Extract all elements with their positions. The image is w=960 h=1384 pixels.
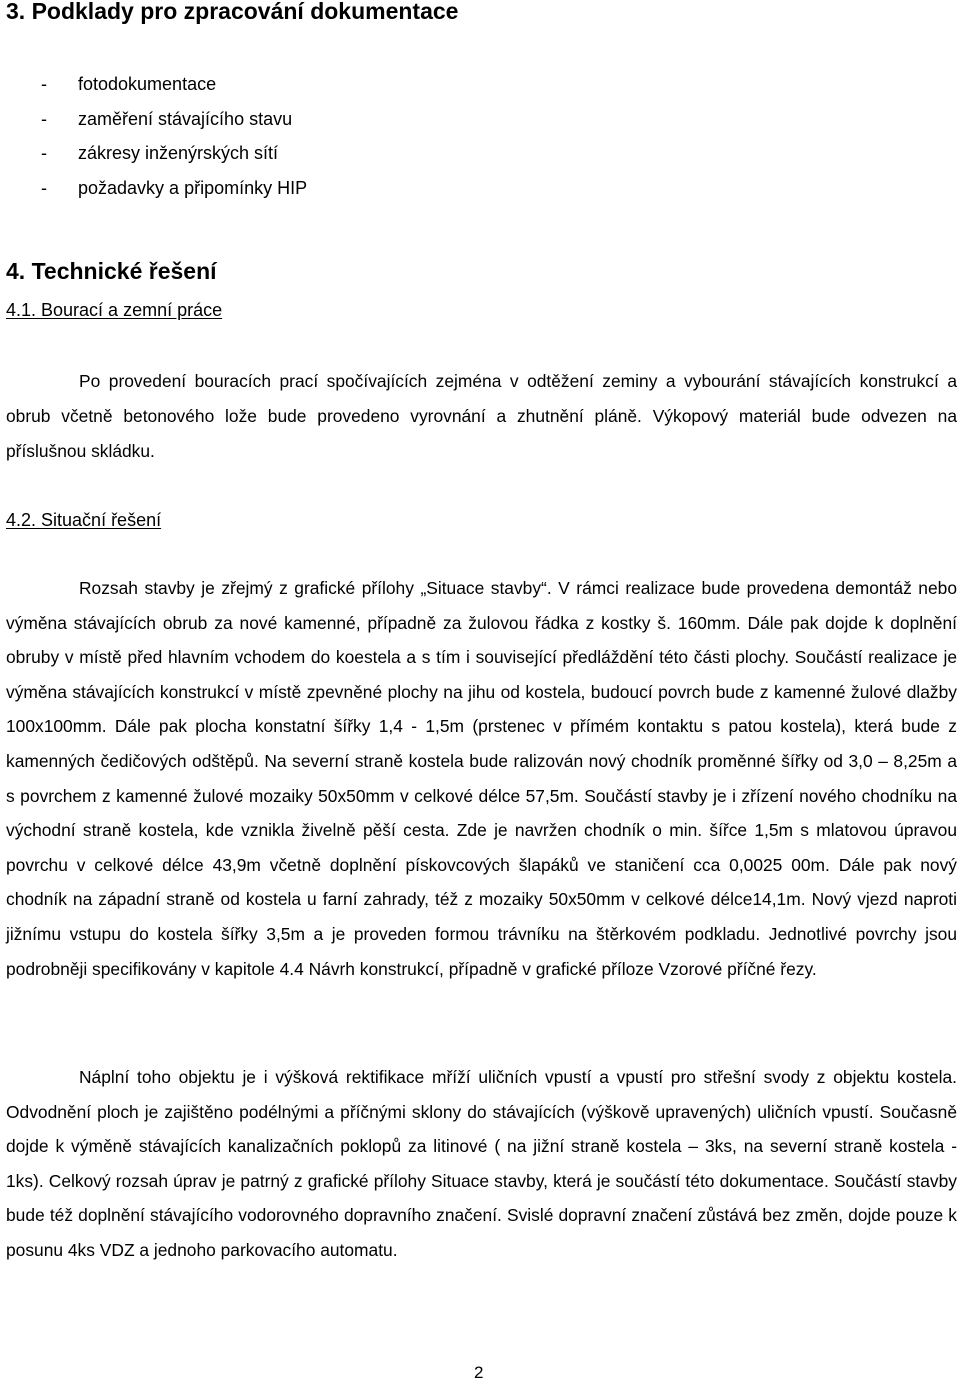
dash-bullet: - [41,143,47,163]
page-number: 2 [474,1363,484,1382]
demolition-paragraph: Po provedení bouracích prací spočívajících zejména v odtěžení zeminy a vybourání stávajících konstrukcí a obrub včetně betonového lože bude provedeno vyrovnání a zhutnění pláně. Výkopový materiál bude odvezen na příslušnou skládku. [6,371,957,461]
subsection-4-2-heading: 4.2. Situační řešení [6,510,162,530]
list-item-text: fotodokumentace [78,74,217,94]
section-4-heading: 4. Technické řešení [6,258,217,284]
dash-bullet: - [41,74,47,94]
list-item-text: zaměření stávajícího stavu [78,108,293,129]
list-item-text: požadavky a připomínky HIP [78,177,308,198]
site-plan-paragraph: Rozsah stavby je zřejmý z grafické přílohy „Situace stavby“. V rámci realizace bude provedena demontáž nebo výměna stávajících obrub za nové kamenné, případně za žulovou řádka z kostky š. 160mm. Dále pak dojde k doplnění obruby v místě před hlavním vchodem do koestela a s tím i související předláždění této části plochy. Součástí realizace je výměna stávajících konstrukcí v místě zpevněné plochy na jihu od kostela, budoucí povrch bude z kamenné žulové dlažby 100x100mm. Dále pak plocha konstatní šířky 1,4 - 1,5m (prstenec v přímém kontaktu s patou kostela), která bude z kamenných čedičových odštěpů. Na severní straně kostela bude ralizován nový chodník proměnné šířky od 3,0 – 8,25m a s povrchem z kamenné žulové mozaiky 50x50mm v celkové délce 57,5m. Součástí stavby je i zřízení nového chodníku na východní straně kostela, kde vznikla živelně pěší cesta. Zde je navržen chodník o min. šířce 1,5m s mlatovou úpravou povrchu v celkové délce 43,9m včetně doplnění pískovcových šlapáků ve staničení cca 0,0025 00m. Dále pak nový chodník na západní straně od kostela u farní zahrady, též z mozaiky 50x50mm v celkové délce14,1m. Nový vjezd naproti jižnímu vstupu do kostela šířky 3,5m a je proveden formou trávníku na štěrkovém podkladu. Jednotlivé povrchy jsou podrobněji specifikovány v kapitole 4.4 Návrh konstrukcí, případně v grafické příloze Vzorové příčné řezy. [6,578,957,979]
subsection-4-1-heading: 4.1. Bourací a zemní práce [6,300,223,320]
dash-bullet: - [41,108,47,129]
drainage-paragraph: Náplní toho objektu je i výšková rektifikace mříží uličních vpustí a vpustí pro střešní svody z objektu kostela. Odvodnění ploch je zajištěno podélnými a příčnými sklony do stávajících (výškově upravených) uličních vpustí. Současně dojde k výměně stávajících kanalizačních poklopů za litinové ( na jižní straně kostela – 3ks, na severní straně kostela - 1ks). Celkový rozsah úprav je patrný z grafické přílohy Situace stavby, která je součástí této dokumentace. Součástí stavby bude též doplnění stávajícího vodorovného dopravního značení. Svislé dopravní značení zůstává bez změn, dojde pouze k posunu 4ks VDZ a jednoho parkovacího automatu. [6,1067,957,1260]
section-3-heading: 3. Podklady pro zpracování dokumentace [6,0,459,24]
list-item-text: zákresy inženýrských sítí [78,143,279,163]
dash-bullet: - [41,177,47,198]
